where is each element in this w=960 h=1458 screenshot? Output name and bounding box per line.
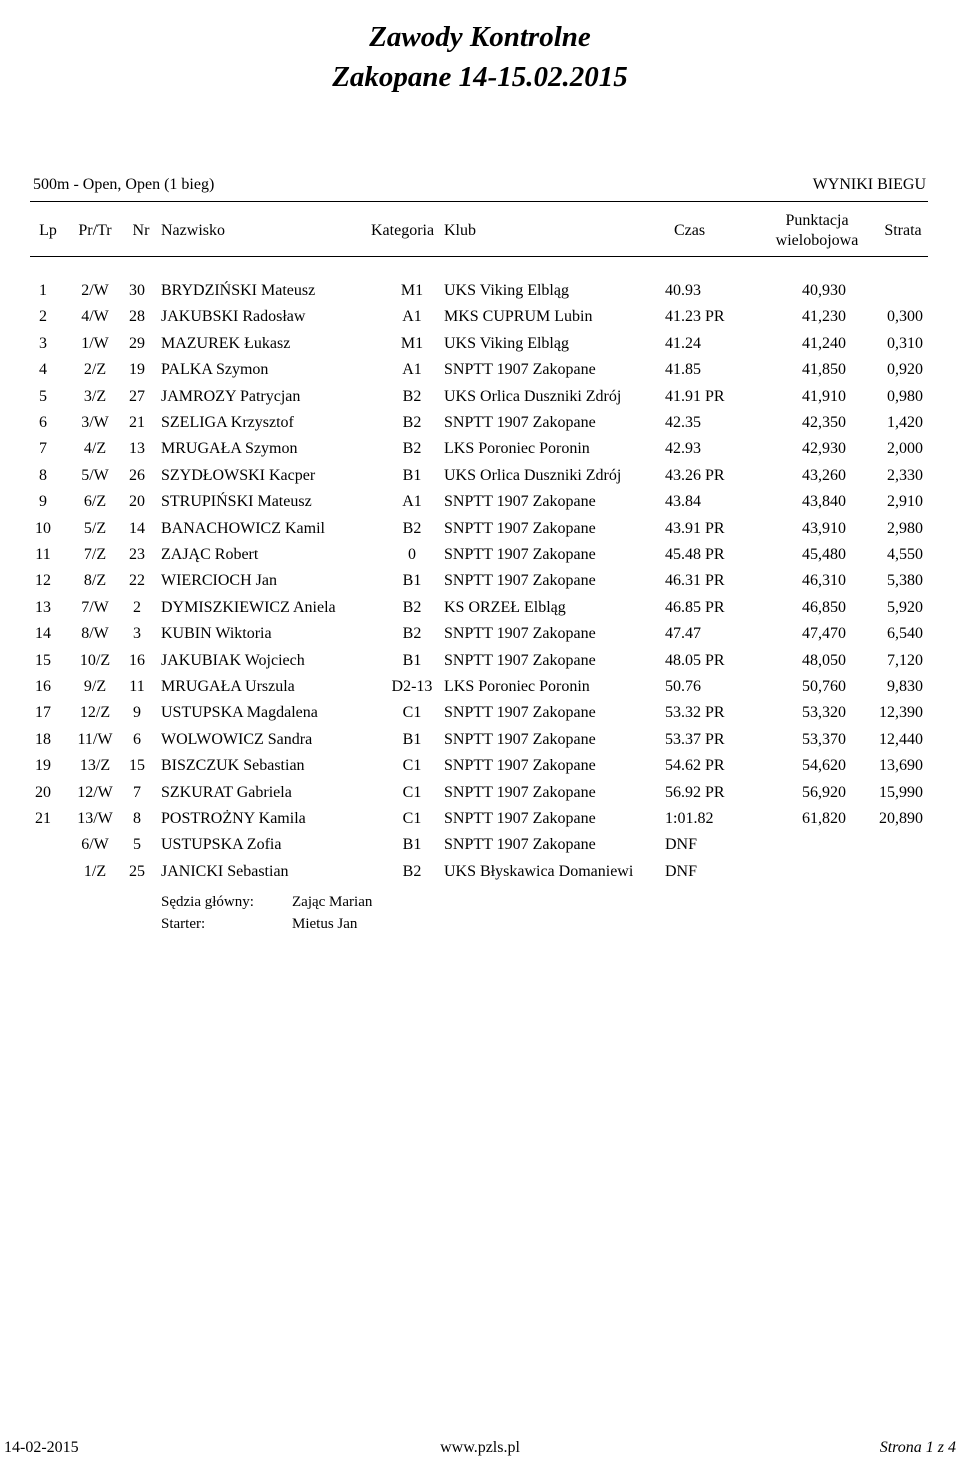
row-pr-tr: 6/W [81,836,109,854]
row-pr-tr: 1/Z [83,862,107,880]
row-klub: SNPTT 1907 Zakopane [444,625,596,643]
row-lp: 19 [35,757,51,775]
row-nr: 11 [129,678,145,695]
row-klub: KS ORZEŁ Elbląg [444,598,566,616]
row-strata: 4,550 [887,546,923,563]
col-header-czas: Czas [674,222,706,239]
col-header-strata: Strata [884,222,922,239]
row-pr-tr: 2/W [81,282,109,299]
row-czas: 43.91 PR [665,519,725,537]
row-lp: 16 [35,678,51,695]
row-name: USTUPSKA Zofia [161,836,282,854]
table-row [0,304,960,330]
row-pr-tr: 8/W [81,625,109,643]
row-lp: 7 [39,440,47,458]
footer-page: Strona 1 z 4 [879,1439,956,1456]
row-punktacja: 54,620 [802,757,846,775]
starter-name: Mietus Jan [292,916,358,932]
row-punktacja: 41,850 [802,361,846,379]
row-punktacja: 56,920 [802,783,846,801]
row-nr: 29 [129,334,145,352]
row-nr: 9 [133,704,141,722]
row-klub: LKS Poroniec Poronin [444,678,590,695]
row-name: BANACHOWICZ Kamil [161,519,325,537]
row-kategoria: B1 [402,836,422,854]
row-nr: 22 [129,572,145,590]
row-strata: 0,310 [887,334,923,352]
row-nr: 6 [133,730,141,748]
col-header-punktacja-line2: wielobojowa [775,232,859,249]
row-klub: SNPTT 1907 Zakopane [444,757,596,775]
row-kategoria: M1 [400,282,424,299]
row-klub: SNPTT 1907 Zakopane [444,810,596,827]
table-row [0,489,960,515]
row-kategoria: B1 [402,651,422,669]
row-lp: 15 [35,651,51,669]
row-kategoria: B2 [402,440,422,458]
row-kategoria: B1 [402,730,422,748]
row-kategoria: B2 [402,519,422,537]
row-pr-tr: 3/W [81,414,109,431]
row-nr: 5 [133,836,141,854]
row-lp: 13 [35,598,51,616]
row-kategoria: B2 [402,414,422,431]
row-kategoria: D2-13 [391,678,433,695]
row-name: STRUPIŃSKI Mateusz [161,493,312,511]
row-lp: 11 [35,546,51,563]
table-row [0,278,960,304]
row-czas: 54.62 PR [665,757,725,775]
row-punktacja: 48,050 [802,651,846,669]
row-pr-tr: 4/Z [83,440,107,458]
row-pr-tr: 7/Z [83,546,107,563]
row-klub: SNPTT 1907 Zakopane [444,519,596,537]
row-strata: 0,920 [887,361,923,379]
row-punktacja: 53,320 [802,704,846,722]
table-row [0,780,960,806]
row-klub: SNPTT 1907 Zakopane [444,704,596,722]
row-czas: DNF [665,862,698,880]
row-punktacja: 47,470 [802,625,846,643]
row-nr: 23 [129,546,145,563]
table-row [0,621,960,647]
col-header-nazwisko: Nazwisko [161,222,225,239]
row-strata: 13,690 [879,757,923,775]
event-name: 500m - Open, Open (1 bieg) [33,176,215,193]
row-kategoria: B1 [402,466,422,484]
row-czas: 43.84 [665,493,701,511]
row-czas: 43.26 PR [665,466,725,484]
row-klub: SNPTT 1907 Zakopane [444,572,596,590]
row-pr-tr: 5/W [81,466,109,484]
table-row [0,700,960,726]
row-punktacja: 46,310 [802,572,846,590]
row-nr: 2 [133,598,141,616]
document-title: Zawody Kontrolne [369,21,591,53]
row-strata: 12,390 [879,704,923,722]
row-nr: 30 [129,282,145,299]
row-pr-tr: 12/W [77,783,113,801]
row-name: KUBIN Wiktoria [161,625,272,643]
row-nr: 21 [129,414,145,431]
row-kategoria: C1 [402,810,422,827]
row-klub: UKS Viking Elbląg [444,282,569,299]
row-strata: 9,830 [887,678,923,695]
row-nr: 19 [129,361,145,379]
row-klub: UKS Viking Elbląg [444,334,569,352]
judge-name: Zając Marian [292,894,373,910]
row-nr: 15 [129,757,145,775]
row-czas: 45.48 PR [665,546,725,563]
row-name: SZYDŁOWSKI Kacper [161,466,316,484]
row-kategoria: A1 [402,361,422,379]
row-punktacja: 41,240 [802,334,846,352]
row-pr-tr: 10/Z [79,651,111,669]
table-row [0,674,960,700]
row-strata: 12,440 [879,730,923,748]
row-nr: 13 [129,440,145,458]
row-lp: 8 [39,466,47,484]
row-punktacja: 61,820 [802,810,846,827]
row-nr: 3 [133,625,141,643]
row-pr-tr: 13/Z [79,757,111,775]
table-row [0,648,960,674]
row-kategoria: 0 [408,546,416,563]
row-czas: 1:01.82 [665,810,714,827]
row-punktacja: 50,760 [802,678,846,695]
document-subtitle: Zakopane 14-15.02.2015 [332,61,628,93]
row-name: ZAJĄC Robert [161,546,259,563]
row-name: SZKURAT Gabriela [161,783,292,801]
footer-website: www.pzls.pl [440,1439,520,1456]
header-top-rule [30,201,928,202]
row-lp: 2 [39,308,47,326]
row-punktacja: 45,480 [802,546,846,563]
row-strata: 2,000 [887,440,923,458]
row-kategoria: B1 [402,572,422,590]
table-row [0,806,960,832]
row-kategoria: C1 [402,704,422,722]
row-strata: 2,980 [887,519,923,537]
col-header-lp: Lp [39,222,57,239]
row-kategoria: A1 [402,308,422,326]
table-row [0,568,960,594]
row-czas: 42.93 [665,440,701,458]
table-row [0,384,960,410]
row-pr-tr: 9/Z [83,678,107,695]
header-bottom-rule [30,256,928,257]
row-pr-tr: 3/Z [83,387,107,405]
row-strata: 5,380 [887,572,923,590]
row-name: WIERCIOCH Jan [161,572,277,590]
row-lp: 9 [39,493,47,511]
row-strata: 7,120 [887,651,923,669]
row-kategoria: A1 [402,493,422,511]
row-nr: 27 [129,387,145,405]
row-czas: 41.24 [665,334,701,352]
row-klub: SNPTT 1907 Zakopane [444,783,596,801]
row-klub: SNPTT 1907 Zakopane [444,546,596,563]
row-lp: 6 [39,414,47,431]
row-klub: SNPTT 1907 Zakopane [444,414,596,431]
row-punktacja: 53,370 [802,730,846,748]
row-strata: 0,300 [887,308,923,326]
row-pr-tr: 12/Z [79,704,111,722]
row-lp: 20 [35,783,51,801]
row-czas: 50.76 [665,678,701,695]
row-czas: 41.85 [665,361,701,379]
row-name: JAKUBIAK Wojciech [161,651,305,669]
row-strata: 2,330 [887,466,923,484]
row-lp: 17 [35,704,51,722]
table-row [0,542,960,568]
table-row [0,832,960,858]
row-strata: 5,920 [887,598,923,616]
row-name: MRUGAŁA Szymon [161,440,298,458]
results-label: WYNIKI BIEGU [812,176,926,193]
row-punktacja: 43,260 [802,466,846,484]
row-name: BISZCZUK Sebastian [161,757,305,775]
row-name: DYMISZKIEWICZ Aniela [161,598,336,616]
col-header-kategoria: Kategoria [371,222,435,239]
row-pr-tr: 1/W [81,334,109,352]
col-header-klub: Klub [444,222,476,239]
row-pr-tr: 7/W [81,598,109,616]
row-klub: MKS CUPRUM Lubin [444,308,593,326]
row-lp: 1 [39,282,47,299]
col-header-punktacja-line1: Punktacja [785,212,849,229]
row-punktacja: 42,350 [802,414,846,431]
table-row [0,753,960,779]
row-kategoria: B2 [402,625,422,643]
row-nr: 14 [129,519,145,537]
row-name: POSTROŻNY Kamila [161,810,306,827]
row-name: MRUGAŁA Urszula [161,678,295,695]
row-lp: 21 [35,810,51,827]
row-pr-tr: 13/W [77,810,113,827]
row-klub: UKS Błyskawica Domaniewi [444,862,634,880]
row-name: JAMROZY Patrycjan [161,387,301,405]
row-strata: 2,910 [887,493,923,511]
row-strata: 20,890 [879,810,923,827]
row-nr: 7 [133,783,141,801]
row-punktacja: 46,850 [802,598,846,616]
row-punktacja: 40,930 [802,282,846,299]
table-row [0,595,960,621]
row-czas: 48.05 PR [665,651,725,669]
table-row [0,516,960,542]
row-czas: 53.32 PR [665,704,725,722]
row-kategoria: B2 [402,598,422,616]
row-kategoria: B2 [402,862,422,880]
table-row [0,331,960,357]
row-klub: SNPTT 1907 Zakopane [444,493,596,511]
row-strata: 0,980 [887,387,923,405]
row-pr-tr: 6/Z [83,493,107,511]
row-czas: 42.35 [665,414,701,431]
row-pr-tr: 4/W [81,308,109,326]
row-name: WOLWOWICZ Sandra [161,730,313,748]
row-klub: LKS Poroniec Poronin [444,440,590,458]
col-header-nr: Nr [132,222,150,239]
row-czas: 53.37 PR [665,730,725,748]
row-lp: 4 [39,361,47,379]
row-lp: 5 [39,387,47,405]
row-czas: 40.93 [665,282,701,299]
row-strata: 6,540 [887,625,923,643]
row-lp: 12 [35,572,51,590]
row-name: PALKA Szymon [161,361,269,379]
row-nr: 28 [129,308,145,326]
row-nr: 8 [133,810,141,827]
row-strata: 15,990 [879,783,923,801]
row-pr-tr: 8/Z [83,572,107,590]
row-klub: SNPTT 1907 Zakopane [444,730,596,748]
row-pr-tr: 11/W [77,730,113,748]
row-nr: 26 [129,466,145,484]
row-lp: 3 [39,334,47,352]
row-name: JANICKI Sebastian [161,862,289,880]
row-pr-tr: 5/Z [83,519,107,537]
row-lp: 10 [35,519,51,537]
row-czas: DNF [665,836,698,854]
row-kategoria: C1 [402,757,422,775]
row-klub: UKS Orlica Duszniki Zdrój [444,387,622,405]
row-name: USTUPSKA Magdalena [161,704,318,722]
row-czas: 56.92 PR [665,783,725,801]
row-nr: 25 [129,862,145,880]
footer-date: 14-02-2015 [4,1439,79,1456]
row-klub: SNPTT 1907 Zakopane [444,361,596,379]
row-klub: SNPTT 1907 Zakopane [444,836,596,854]
row-pr-tr: 2/Z [83,361,107,379]
table-row [0,859,960,885]
row-punktacja: 42,930 [802,440,846,458]
row-czas: 46.85 PR [665,598,725,616]
table-row [0,357,960,383]
row-punktacja: 41,230 [802,308,846,326]
judge-label: Sędzia główny: [161,894,254,910]
row-punktacja: 43,840 [802,493,846,511]
row-punktacja: 41,910 [802,387,846,405]
table-row [0,463,960,489]
row-strata: 1,420 [887,414,923,431]
row-lp: 14 [35,625,51,643]
table-row [0,436,960,462]
row-name: SZELIGA Krzysztof [161,414,294,431]
row-kategoria: M1 [400,334,424,352]
row-kategoria: C1 [402,783,422,801]
row-czas: 41.91 PR [665,387,725,405]
row-lp: 18 [35,730,51,748]
row-czas: 47.47 [665,625,701,643]
row-punktacja: 43,910 [802,519,846,537]
row-name: JAKUBSKI Radosław [161,308,306,326]
row-czas: 46.31 PR [665,572,725,590]
table-row [0,727,960,753]
row-nr: 20 [129,493,145,511]
starter-label: Starter: [161,916,206,932]
col-header-pr-tr: Pr/Tr [78,222,112,239]
row-nr: 16 [129,651,145,669]
row-klub: SNPTT 1907 Zakopane [444,651,596,669]
row-kategoria: B2 [402,387,422,405]
table-row [0,410,960,436]
row-name: BRYDZIŃSKI Mateusz [161,282,316,299]
row-klub: UKS Orlica Duszniki Zdrój [444,466,622,484]
row-czas: 41.23 PR [665,308,725,326]
row-name: MAZUREK Łukasz [161,334,291,352]
